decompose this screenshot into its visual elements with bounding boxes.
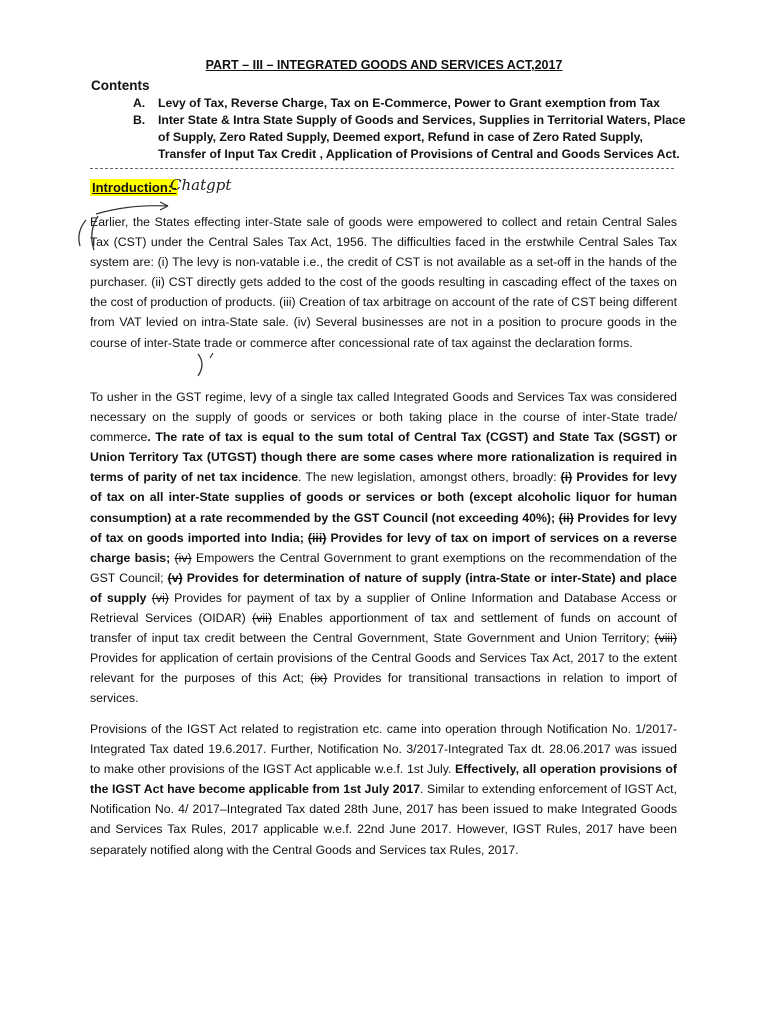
text-run: . Similar to extending enforcement of IGST Act, Notification No. 4/ 2017–Integrated Tax dated 28th June, 2017 has been issued to make Integrated Goods and Services Tax Rules, 2017 applicable w.e.f. 22nd June 2017. However, IGST Rules, 2017 have been separately notified along with the Central Goods and Services tax Rules, 2017. (90, 782, 677, 857)
text-run: To usher in the GST regime, levy of a single tax called Integrated Goods and Services Tax was considered necessary on the supply of goods or services or both taking place in the course of inter-State trade/ commerce (90, 390, 677, 445)
text-run-bold: Effectively, all operation provisions of the IGST Act have become applicable from 1st July 2017 (90, 762, 677, 797)
list-marker: (iii) (307, 530, 327, 545)
text-run-bold: . The rate of tax is equal to the sum total of Central Tax (CGST) and State Tax (SGST) or Union Territory Tax (UTGST) though there are some cases where more rationalization is required in terms of parity of net tax incidence (90, 430, 677, 485)
text-run: Enables apportionment of tax and settlement of funds on account of transfer of input tax credit between the Central Government, State Government and Union Territory; (90, 611, 677, 646)
list-marker: (ii) (558, 510, 574, 525)
contents-heading: Contents (91, 78, 150, 93)
bracket-open-mark (79, 220, 86, 246)
text-run: Empowers the Central Government to grant exemptions on the recommendation of the GST Council; (90, 550, 677, 585)
list-marker: (vii) (252, 611, 272, 626)
contents-list (133, 95, 688, 163)
text-run-bold: Provides for determination of nature of supply (intra-State or inter-State) and place of supply (90, 570, 677, 605)
handwritten-note: Chatgpt (170, 176, 232, 194)
text-run: Provides for application of certain provisions of the Central Goods and Services Tax Act, 2017 to the extent relevant for the purposes of this Act; (90, 651, 677, 686)
introduction-heading (90, 179, 178, 196)
text-run: . The new legislation, amongst others, broadly: (298, 470, 561, 485)
text-run: Provides for transitional transactions in relation to import of services. (90, 671, 677, 706)
list-marker: (ix) (310, 671, 328, 686)
contents-item-letter: A. (133, 96, 146, 110)
contents-item-b (133, 112, 688, 163)
list-marker: (i) (560, 470, 573, 485)
list-marker: (vi) (151, 590, 169, 605)
tick-mark (210, 353, 213, 358)
paragraph-gst-regime (90, 387, 677, 709)
list-marker: (iv) (174, 550, 192, 565)
text-run-bold: Provides for levy of tax on goods imported into India; (90, 510, 677, 545)
list-marker: (v) (167, 570, 183, 585)
contents-item-a (133, 95, 688, 112)
list-marker: (viii) (654, 631, 677, 646)
text-run: Provides for payment of tax by a supplier of Online Information and Database Access or Retrieval Services (OIDAR) (90, 590, 678, 626)
paragraph-notifications (90, 719, 677, 860)
text-run-bold: Provides for levy of tax on import of services on a reverse charge basis; (90, 530, 677, 565)
contents-item-text: Levy of Tax, Reverse Charge, Tax on E-Commerce, Power to Grant exemption from Tax (158, 96, 660, 110)
document-title: PART – III – INTEGRATED GOODS AND SERVICES ACT,2017 (205, 58, 563, 72)
text-run: Provisions of the IGST Act related to registration etc. came into operation through Notification No. 1/2017- Integrated Tax dated 19.6.2017. Further, Notification No. 3/2017-Integrated Tax dt. 28.06.2017 was issued to make other provisions of the IGST Act applicable w.e.f. 1st July. (90, 722, 677, 777)
contents-item-letter: B. (133, 113, 146, 127)
text-run-bold: Provides for levy of tax on all inter-State supplies of goods or services or both (except alcoholic liquor for human consumption) at a rate recommended by the GST Council (not exceeding 40%); (90, 470, 677, 525)
paragraph-introduction: Earlier, the States effecting inter-State sale of goods were empowered to collect and retain Central Sales Tax (CST) under the Central Sales Tax Act, 1956. The difficulties faced in the erstwhile Central Sales Tax system are: (i) The levy is non-vatable i.e., the credit of CST is not available as a set-off in the hands of the purchaser. (ii) CST directly gets added to the cost of the goods resulting in cascading effect of the taxes on the cost of production of products. (iii) Creation of tax arbitrage on account of the rate of CST being different from VAT levied on intra-State sale. (iv) Several businesses are not in a position to procure goods in the course of inter-State trade or commerce after concessional rate of tax against the declaration forms. (90, 215, 677, 350)
contents-item-text: Inter State & Intra State Supply of Goods and Services, Supplies in Territorial Waters, Place of Supply, Zero Rated Supply, Deemed export, Refund in case of Zero Rated Supply, Transfer of Input Tax Credit , Application of Provisions of Central and Goods Services Act. (158, 113, 686, 161)
bracket-close-mark (198, 354, 202, 376)
introduction-label: Introduction:- (92, 180, 177, 195)
separator-line (90, 168, 674, 169)
